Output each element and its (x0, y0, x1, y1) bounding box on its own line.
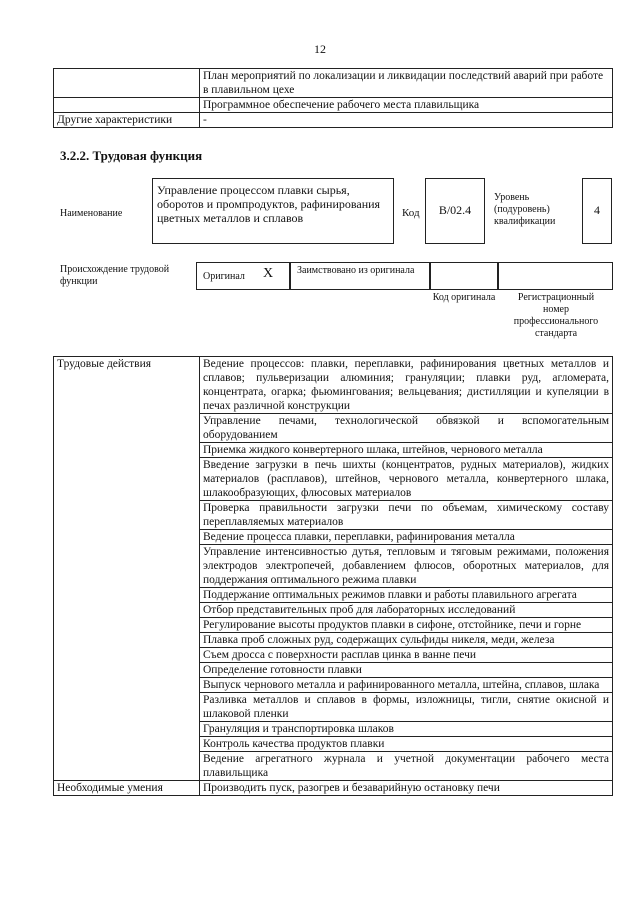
table-cell: Управление печами, технологической обвязкой и вспомогательным оборудованием (200, 414, 613, 443)
top-table (53, 68, 613, 128)
row-category-label: Трудовые действия (54, 357, 200, 781)
reg-number-cell (498, 262, 613, 290)
table-cell: Приемка жидкого конвертерного шлака, штейнов, чернового металла (200, 443, 613, 458)
main-table (53, 356, 613, 796)
table-row (54, 69, 613, 98)
table-cell: Регулирование высоты продуктов плавки в сифоне, отстойнике, печи и горне (200, 618, 613, 633)
table-cell: Поддержание оптимальных режимов плавки и работы плавильного агрегата (200, 588, 613, 603)
origin-label: Происхождение трудовой функции (60, 264, 170, 287)
row-category-label: Необходимые умения (54, 781, 200, 796)
table-cell: Грануляция и транспортировка шлаков (200, 722, 613, 737)
table-cell: Программное обеспечение рабочего места плавильщика (200, 98, 613, 113)
table-cell: Плавка проб сложных руд, содержащих сульфиды никеля, меди, железа (200, 633, 613, 648)
table-row (54, 781, 613, 796)
name-label: Наименование (60, 208, 123, 219)
section-heading: 3.2.2. Трудовая функция (60, 148, 203, 163)
origin-code-cell (430, 262, 498, 290)
table-row (54, 357, 613, 414)
table-cell: Определение готовности плавки (200, 663, 613, 678)
function-name-value: Управление процессом плавки сырья, оборотов и промпродуктов, рафинирования цветных металлов и сплавов (152, 178, 394, 244)
table-cell: Ведение агрегатного журнала и учетной документации рабочего места плавильщика (200, 752, 613, 781)
table-cell: Ведение процесса плавки, переплавки, рафинирования металла (200, 530, 613, 545)
borrowed-label: Заимствовано из оригинала (297, 265, 415, 276)
table-cell: Съем дросса с поверхности расплав цинка в ванне печи (200, 648, 613, 663)
table-cell: Производить пуск, разогрев и безаварийную остановку печи (200, 781, 613, 796)
table-cell: Отбор представительных проб для лабораторных исследований (200, 603, 613, 618)
table-cell: Разливка металлов и сплавов в формы, изложницы, тигли, снятие окисной и шлаковой пленки (200, 693, 613, 722)
code-caption: Код оригинала (432, 292, 496, 303)
original-cell (196, 262, 290, 290)
table-cell: Выпуск чернового металла и рафинированного металла, штейна, сплавов, шлака (200, 678, 613, 693)
table-cell: Проверка правильности загрузки печи по объемам, химическому составу переплавляемых материалов (200, 501, 613, 530)
code-label: Код (402, 207, 420, 219)
table-cell: Контроль качества продуктов плавки (200, 737, 613, 752)
table-cell: Другие характеристики (54, 113, 200, 128)
original-label: Оригинал (203, 271, 245, 282)
table-row (54, 98, 613, 113)
function-code-value: B/02.4 (425, 178, 485, 244)
table-cell: Введение загрузки в печь шихты (концентратов, рудных материалов), жидких материалов (расплавов), штейнов, чернового металла, конвертерного шлака, шлакообразующих, флюсовых материалов (200, 458, 613, 501)
table-cell: Ведение процессов: плавки, переплавки, рафинирования цветных металлов и сплавов; пульверизации алюминия; грануляции; плавки руд, агломерата, концентрата, огарка; фьюмингования; вельцевания; дистилляции и купеляции в печах различной конструкции (200, 357, 613, 414)
table-cell: Управление интенсивностью дутья, тепловым и тяговым режимами, положения электродов электропечей, добавлением флюсов, оборотных материалов, для поддержания оптимального режима плавки (200, 545, 613, 588)
table-row (54, 113, 613, 128)
table-cell (54, 69, 200, 98)
level-value: 4 (582, 178, 612, 244)
table-cell: - (200, 113, 613, 128)
original-mark: X (263, 266, 274, 281)
reg-caption: Регистрационный номер профессионального стандарта (513, 292, 599, 339)
table-cell: План мероприятий по локализации и ликвидации последствий аварий при работе в плавильном цехе (200, 69, 613, 98)
level-label: Уровень (подуровень) квалификации (494, 192, 556, 227)
borrowed-cell (290, 262, 430, 290)
page-number: 12 (314, 42, 326, 56)
table-cell (54, 98, 200, 113)
